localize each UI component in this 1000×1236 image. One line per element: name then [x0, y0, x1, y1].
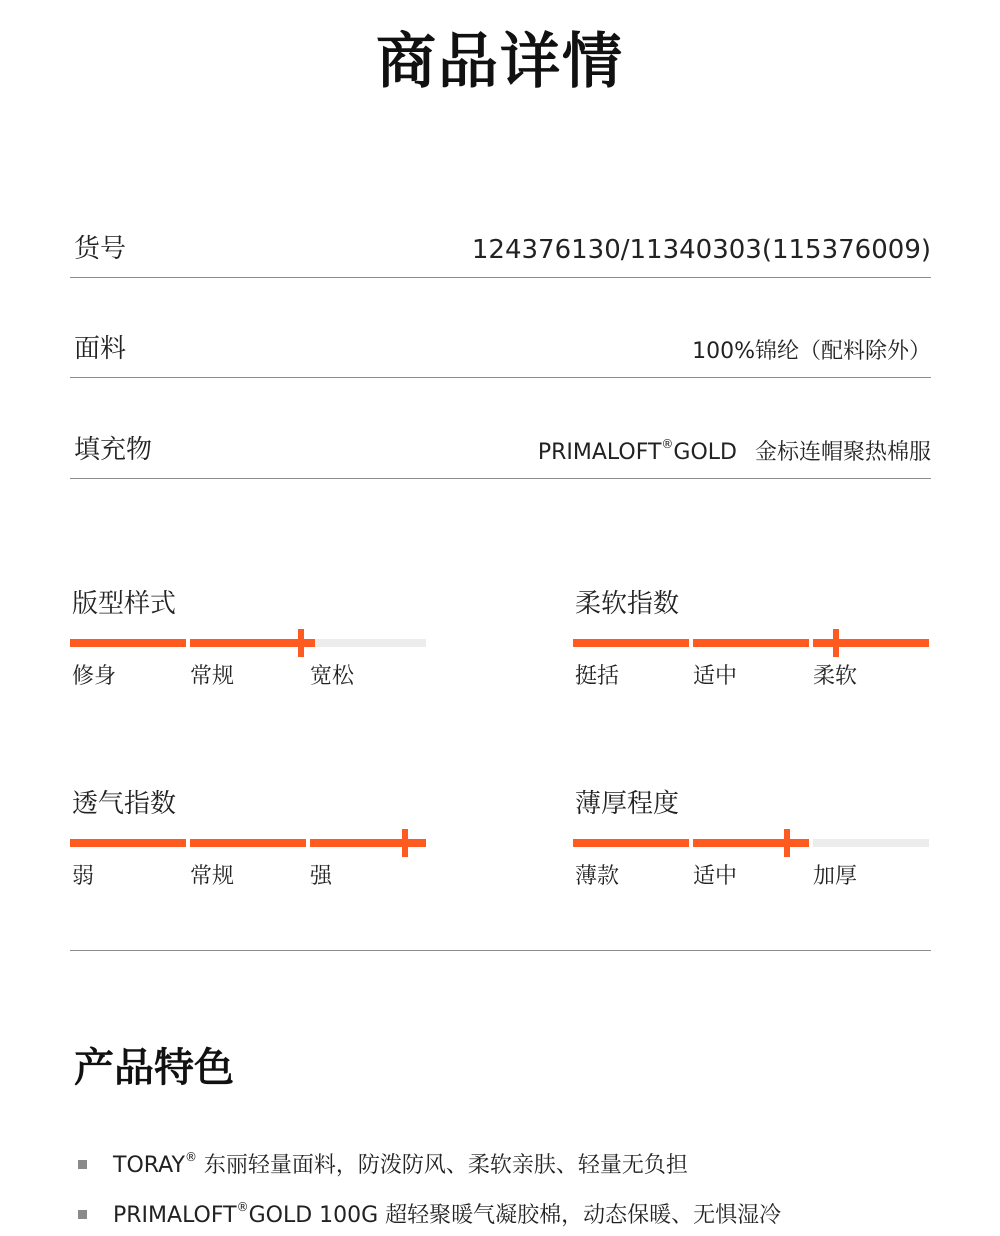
filling-brand-suffix: GOLD: [673, 440, 737, 465]
scale-segment-1: [573, 839, 689, 847]
scale-label-low: 修身: [72, 664, 117, 689]
scale-title: 版型样式: [72, 589, 177, 619]
scale-title: 透气指数: [72, 789, 177, 819]
scale-marker: [822, 629, 850, 657]
scale-label-low: 挺括: [575, 664, 620, 689]
scale-title: 薄厚程度: [575, 789, 680, 819]
spec-value-filling: [538, 435, 931, 466]
registered-mark: ®: [236, 1200, 249, 1214]
spec-row-filling: [70, 378, 931, 479]
scale-segment-1: [573, 639, 689, 647]
section-divider: [70, 950, 931, 951]
scale-segment-1: [70, 839, 186, 847]
scale-segment-3: [813, 839, 929, 847]
page-title: 商品详情: [376, 27, 624, 97]
spec-label-filling: 填充物: [74, 435, 153, 465]
feature-text: GOLD 100G 超轻聚暖气凝胶棉，动态保暖、无惧湿冷: [248, 1203, 782, 1228]
scale-label-high: 加厚: [813, 864, 858, 889]
spec-label-fabric: 面料: [74, 334, 127, 364]
filling-brand: PRIMALOFT: [537, 440, 662, 465]
feature-item: [78, 1148, 688, 1179]
scale-label-mid: 常规: [190, 664, 235, 689]
scale-label-mid: 适中: [693, 864, 738, 889]
scale-label-high: 柔软: [813, 664, 858, 689]
scale-label-low: 弱: [72, 864, 95, 889]
scale-segment-3: [310, 639, 426, 647]
scale-marker: [287, 629, 315, 657]
spec-row-fabric: [70, 277, 931, 378]
scale-segment-2: [693, 639, 809, 647]
spec-label-sku: 货号: [74, 234, 127, 264]
scale-label-high: 宽松: [310, 664, 355, 689]
scale-label-mid: 适中: [693, 664, 738, 689]
registered-mark: ®: [184, 1150, 197, 1164]
filling-name: 金标连帽聚热棉服: [754, 440, 931, 465]
scale-title: 柔软指数: [575, 589, 680, 619]
scale-segment-2: [190, 839, 306, 847]
scale-label-high: 强: [310, 864, 333, 889]
feature-brand: TORAY: [113, 1153, 185, 1178]
spec-row-sku: [70, 177, 931, 278]
scale-marker: [773, 829, 801, 857]
registered-mark: ®: [661, 437, 674, 451]
feature-brand: PRIMALOFT: [113, 1203, 237, 1228]
scale-marker: [391, 829, 419, 857]
feature-item: [78, 1198, 781, 1229]
features-title: 产品特色: [74, 1045, 234, 1091]
spec-value-sku: 124376130/11340303(115376009): [471, 235, 931, 265]
feature-text: 东丽轻量面料，防泼防风、柔软亲肤、轻量无负担: [196, 1153, 688, 1178]
scale-label-low: 薄款: [575, 864, 620, 889]
spec-value-fabric: 100%锦纶（配料除外）: [692, 339, 931, 364]
scale-segment-1: [70, 639, 186, 647]
bullet-icon: [78, 1160, 87, 1169]
scale-label-mid: 常规: [190, 864, 235, 889]
bullet-icon: [78, 1210, 87, 1219]
